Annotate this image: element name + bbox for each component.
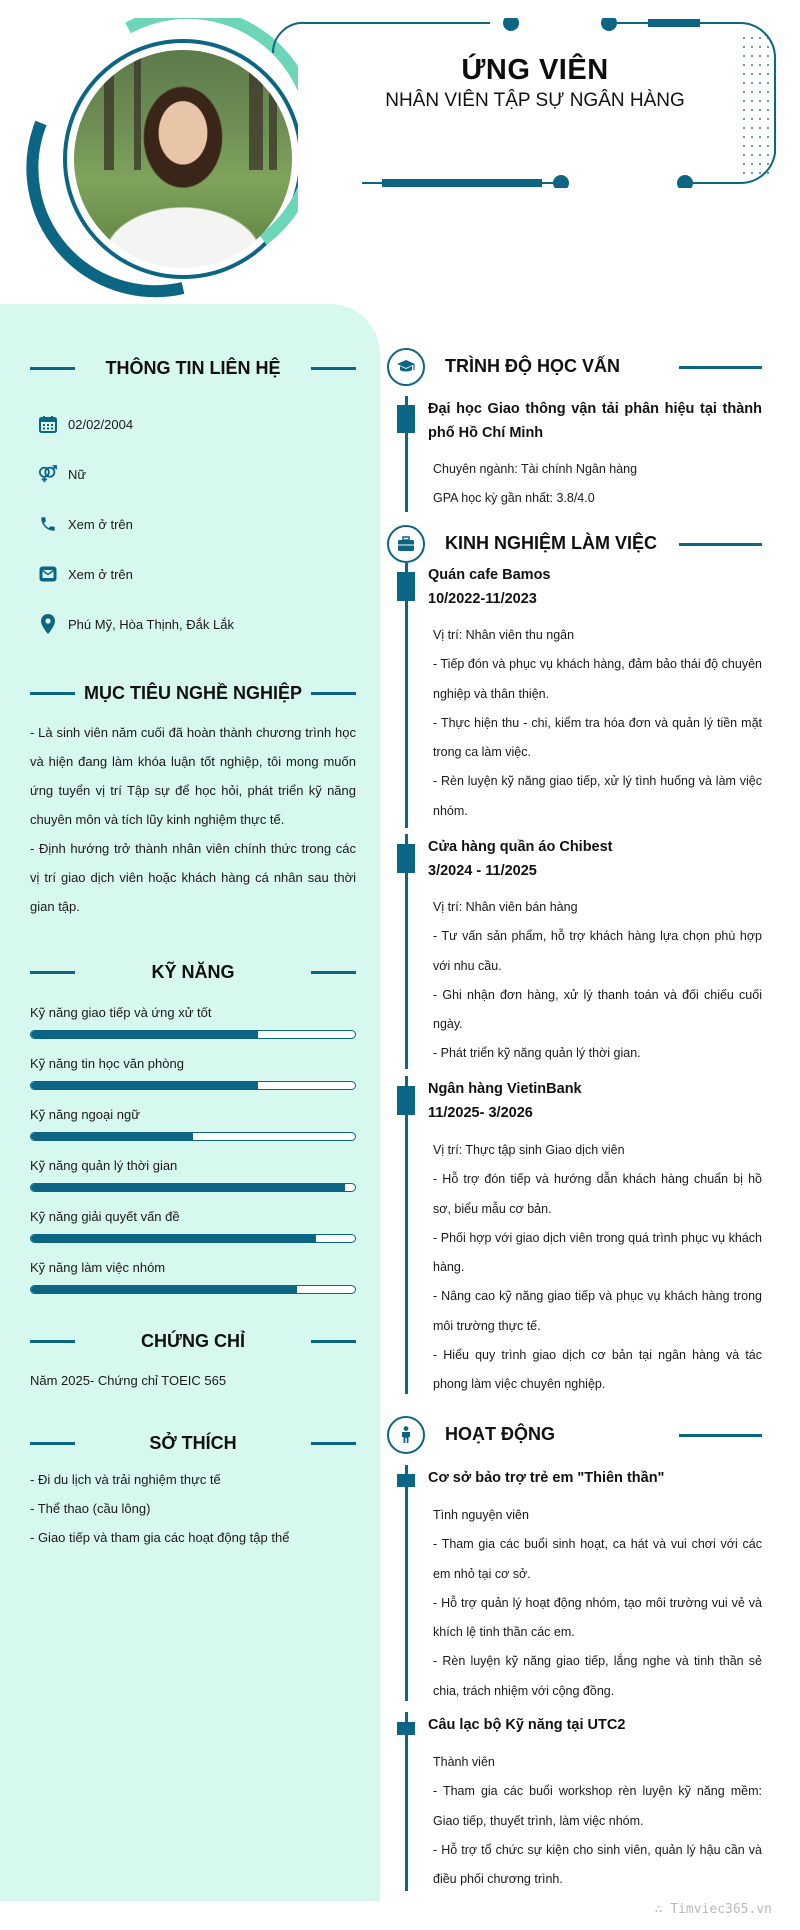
person-icon	[387, 1416, 425, 1454]
timeline-marker	[397, 844, 415, 873]
experience-company: Quán cafe Bamos	[428, 567, 551, 583]
experience-period: 3/2024 - 11/2025	[428, 863, 537, 879]
skill-bar-fill	[31, 1133, 193, 1140]
skill-label: Kỹ năng giải quyết vấn đề	[30, 1209, 180, 1224]
briefcase-icon	[387, 525, 425, 563]
graduation-cap-icon	[387, 348, 425, 386]
education-section-header: TRÌNH ĐỘ HỌC VẤN	[387, 348, 762, 388]
activities-timeline	[405, 1465, 408, 1701]
profile-photo-frame	[18, 18, 298, 298]
candidate-name: ỨNG VIÊN	[461, 54, 609, 86]
skill-bar-fill	[31, 1082, 258, 1089]
gender-icon	[38, 464, 58, 484]
timeline-marker	[397, 405, 415, 433]
skill-bar-fill	[31, 1286, 297, 1293]
education-school: Đại học Giao thông vận tải phân hiệu tại thành phố Hồ Chí Minh	[428, 401, 762, 441]
skill-bar	[30, 1132, 356, 1141]
skill-bar	[30, 1030, 356, 1039]
objective-text: - Là sinh viên năm cuối đã hoàn thành chương trình học và hiện đang làm khóa luận tốt nghiệp, tôi mong muốn ứng tuyển vị trí Tập sự để học hỏi, phát triển kỹ năng chuyên môn và tích lũy kinh nghiệm thực tế. - Định hướng trở thành nhân viên chính thức trong các vị trí giao dịch viên hoặc khách hàng cá nhân sau thời gian tập.	[30, 725, 356, 914]
skill-bar	[30, 1285, 356, 1294]
activities-section-header: HOẠT ĐỘNG	[387, 1416, 762, 1456]
activity-details: Tình nguyện viên - Tham gia các buổi sinh hoạt, ca hát và vui chơi với các em nhỏ tại cơ sở. - Hỗ trợ quản lý hoạt động nhóm, tạo môi trường vui vẻ và khích lệ tinh thần các em. - Rèn luyện kỹ năng giao tiếp, lắng nghe và tinh thần sẻ chia, trách nhiệm với cộng đồng.	[433, 1508, 762, 1698]
contact-item-birthday: 02/02/2004	[38, 412, 133, 436]
activity-organization: Câu lạc bộ Kỹ năng tại UTC2	[428, 1717, 626, 1733]
skill-label: Kỹ năng giao tiếp và ứng xử tốt	[30, 1005, 212, 1020]
skill-bar	[30, 1183, 356, 1192]
calendar-icon	[38, 414, 58, 434]
experience-details: Vị trí: Thực tập sinh Giao dịch viên - Hỗ trợ đón tiếp và hướng dẫn khách hàng chuẩn bị hồ sơ, biểu mẫu cơ bản. - Phối hợp với giao dịch viên trong quá trình phục vụ khách hàng. - Nâng cao kỹ năng giao tiếp và phục vụ khách hàng trong môi trường thực tế. - Hiểu quy trình giao dịch cơ bản tại ngân hàng và tác phong làm việc chuyên nghiệp.	[433, 1143, 762, 1392]
experience-period: 10/2022-11/2023	[428, 591, 537, 607]
hobby-item: - Đi du lịch và trải nghiệm thực tế	[30, 1472, 221, 1487]
watermark: ∴ Timviec365.vn	[654, 1902, 772, 1917]
experience-timeline	[405, 563, 408, 828]
location-icon	[38, 614, 58, 634]
activities-timeline	[405, 1712, 408, 1891]
skill-bar	[30, 1234, 356, 1243]
phone-icon	[38, 514, 58, 534]
objective-section-title: MỤC TIÊU NGHỀ NGHIỆP	[30, 683, 356, 704]
hobby-item: - Thể thao (cầu lông)	[30, 1501, 151, 1516]
left-sidebar	[0, 304, 380, 1901]
certificate-item: Năm 2025- Chứng chỉ TOEIC 565	[30, 1373, 227, 1388]
skill-bar	[30, 1081, 356, 1090]
hobby-item: - Giao tiếp và tham gia các hoạt động tập thể	[30, 1530, 290, 1545]
timeline-marker	[397, 1086, 415, 1115]
skill-label: Kỹ năng làm việc nhóm	[30, 1260, 166, 1275]
skills-section-title: KỸ NĂNG	[30, 962, 356, 983]
experience-section-header: KINH NGHIỆM LÀM VIỆC	[387, 525, 762, 565]
experience-details: Vị trí: Nhân viên bán hàng - Tư vấn sản phẩm, hỗ trợ khách hàng lựa chọn phù hợp với nhu cầu. - Ghi nhận đơn hàng, xử lý thanh toán và đối chiếu cuối ngày. - Phát triển kỹ năng quản lý thời gian.	[433, 900, 762, 1061]
activity-details: Thành viên - Tham gia các buổi workshop rèn luyện kỹ năng mềm: Giao tiếp, thuyết trình, làm việc nhóm. - Hỗ trợ tổ chức sự kiện cho sinh viên, quản lý hậu cần và điều phối chương trình.	[433, 1755, 762, 1887]
timeline-marker	[397, 1722, 415, 1735]
candidate-position: NHÂN VIÊN TẬP SỰ NGÂN HÀNG	[385, 90, 685, 111]
skill-bar-fill	[31, 1235, 316, 1242]
contact-item-gender: Nữ	[38, 462, 86, 486]
activity-organization: Cơ sở bảo trợ trẻ em "Thiên thần"	[428, 1470, 665, 1486]
experience-details: Vị trí: Nhân viên thu ngân - Tiếp đón và phục vụ khách hàng, đảm bảo thái độ chuyên nghiệp và thân thiện. - Thực hiện thu - chi, kiểm tra hóa đơn và quản lý tiền mặt trong ca làm việc. - Rèn luyện kỹ năng giao tiếp, xử lý tình huống và làm việc nhóm.	[433, 628, 762, 818]
certificates-section-title: CHỨNG CHỈ	[30, 1331, 356, 1352]
skill-label: Kỹ năng tin học văn phòng	[30, 1056, 184, 1071]
email-icon	[38, 564, 58, 584]
timeline-marker	[397, 572, 415, 601]
contact-item-address: Phú Mỹ, Hòa Thịnh, Đắk Lắk	[38, 612, 234, 636]
skill-bar-fill	[31, 1031, 258, 1038]
skill-bar-fill	[31, 1184, 345, 1191]
skill-label: Kỹ năng quản lý thời gian	[30, 1158, 178, 1173]
contact-item-phone: Xem ở trên	[38, 512, 133, 536]
experience-company: Ngân hàng VietinBank	[428, 1081, 582, 1097]
hobbies-section-title: SỞ THÍCH	[30, 1433, 356, 1454]
education-details: Chuyên ngành: Tài chính Ngân hàng GPA học kỳ gần nhất: 3.8/4.0	[433, 462, 638, 506]
timeline-marker	[397, 1474, 415, 1487]
experience-company: Cửa hàng quần áo Chibest	[428, 839, 613, 855]
experience-timeline	[405, 1076, 408, 1394]
skill-label: Kỹ năng ngoại ngữ	[30, 1107, 140, 1122]
profile-photo	[74, 50, 292, 268]
contact-section-title: THÔNG TIN LIÊN HỆ	[30, 358, 356, 379]
experience-period: 11/2025- 3/2026	[428, 1105, 533, 1121]
contact-item-email: Xem ở trên	[38, 562, 133, 586]
